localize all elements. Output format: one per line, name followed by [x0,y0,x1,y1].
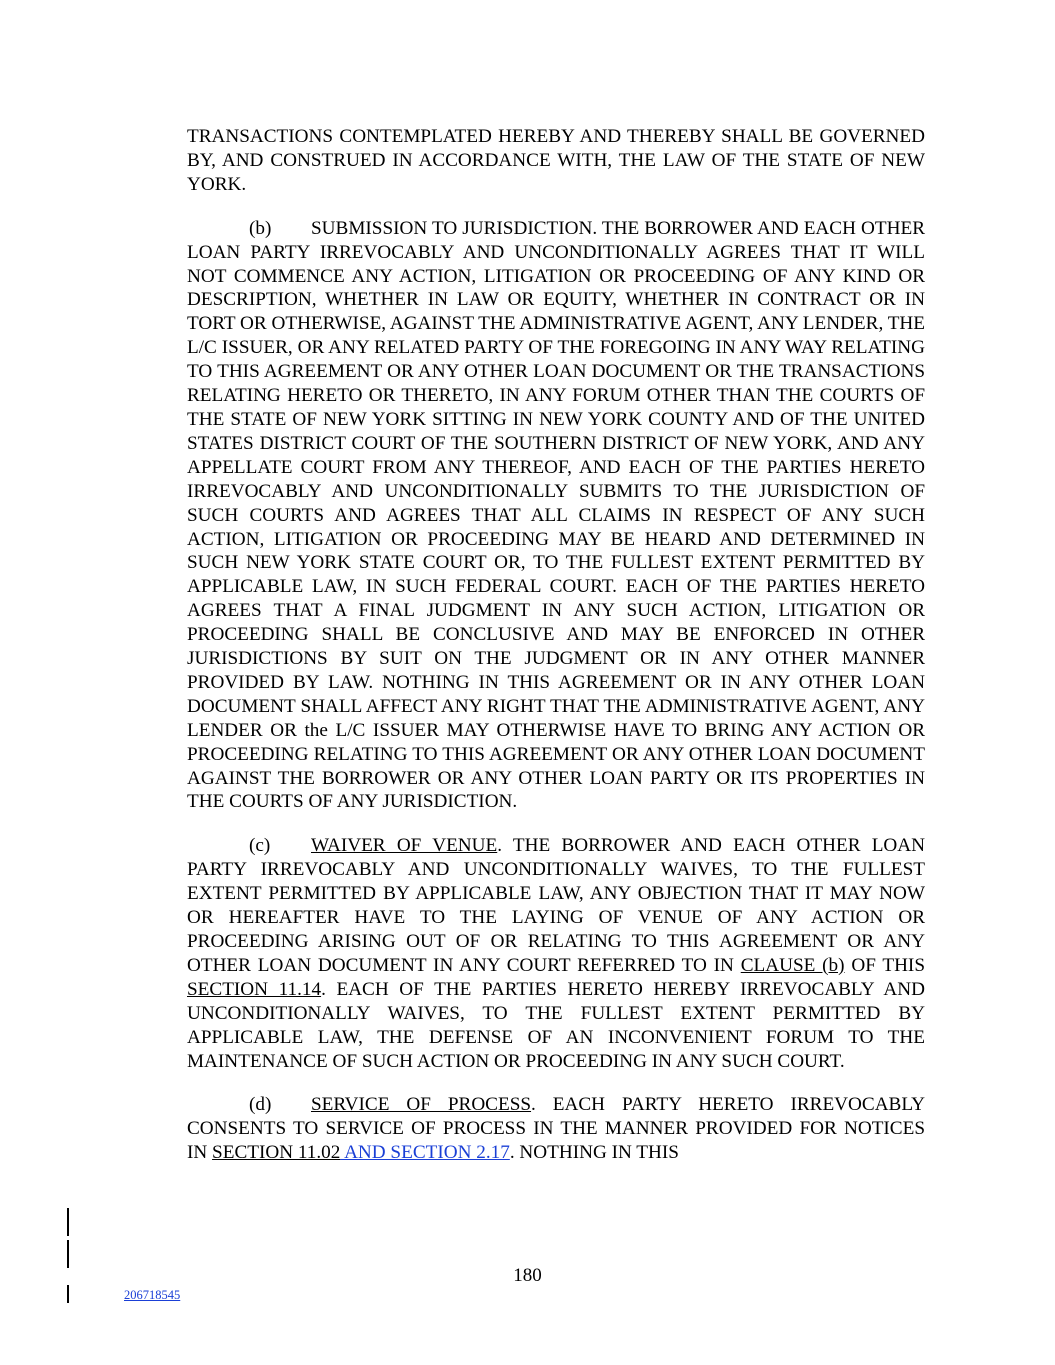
paragraph-c [187,834,925,1073]
document-body [187,125,925,1165]
paragraph-d [187,1093,925,1165]
section-2-17-link[interactable]: AND SECTION 2.17 [340,1142,510,1164]
revision-bar [67,1240,69,1268]
clause-c-text-1: . THE BORROWER AND EACH OTHER LOAN PARTY IRREVOCABLY AND UNCONDITIONALLY WAIVES, TO THE FULLEST EXTENT PERMITTED BY APPLICABLE LAW, ANY OBJECTION THAT IT MAY NOW OR HEREAFTER HAVE TO THE LAYING OF VENUE OF ANY ACTION OR PROCEEDING ARISING OUT OF OR RELATING TO THIS AGREEMENT OR ANY OTHER LOAN DOCUMENT IN ANY COURT REFERRED TO IN [187,835,926,976]
document-id-link[interactable]: 206718545 [124,1288,181,1302]
clause-c-heading: WAIVER OF VENUE [311,835,498,857]
clause-d-text-1: . EACH PARTY HERETO IRREVOCABLY CONSENTS TO SERVICE OF PROCESS IN THE MANNER PROVIDED FOR NOTICES IN [187,1094,926,1164]
section-11-14-reference[interactable]: SECTION 11.14 [187,978,322,1000]
clause-d-text-2: . NOTHING IN THIS [509,1142,679,1164]
paragraph-intro: TRANSACTIONS CONTEMPLATED HEREBY AND THEREBY SHALL BE GOVERNED BY, AND CONSTRUED IN ACCORDANCE WITH, THE LAW OF THE STATE OF NEW YORK. [187,126,925,195]
paragraph-b [187,217,925,815]
revision-bar [67,1285,69,1303]
clause-label-c: (c) [249,835,271,857]
page-number: 180 [513,1265,542,1286]
clause-b-reference[interactable]: CLAUSE (b) [740,954,845,976]
clause-c-text-2: OF THIS [844,954,925,976]
section-11-02-reference[interactable]: SECTION 11.02 [212,1142,341,1164]
clause-label-b: (b) [249,217,272,239]
clause-c-text-3: . EACH OF THE PARTIES HERETO HEREBY IRREVOCABLY AND UNCONDITIONALLY WAIVES, TO THE FULLEST EXTENT PERMITTED BY APPLICABLE LAW, THE DEFENSE OF AN INCONVENIENT FORUM TO THE MAINTENANCE OF SUCH ACTION OR PROCEEDING IN ANY SUCH COURT. [187,978,925,1072]
clause-d-heading: SERVICE OF PROCESS [311,1094,532,1116]
clause-b-text: SUBMISSION TO JURISDICTION. THE BORROWER AND EACH OTHER LOAN PARTY IRREVOCABLY AND UNCONDITIONALLY AGREES THAT IT WILL NOT COMMENCE ANY ACTION, LITIGATION OR PROCEEDING OF ANY KIND OR DESCRIPTION, WHETHER IN LAW OR EQUITY, WHETHER IN CONTRACT OR IN TORT OR OTHERWISE, AGAINST THE ADMINISTRATIVE AGENT, ANY LENDER, THE L/C ISSUER, OR ANY RELATED PARTY OF THE FOREGOING IN ANY WAY RELATING TO THIS AGREEMENT OR ANY OTHER LOAN DOCUMENT OR THE TRANSACTIONS RELATING HERETO OR THERETO, IN ANY FORUM OTHER THAN THE COURTS OF THE STATE OF NEW YORK SITTING IN NEW YORK COUNTY AND OF THE UNITED STATES DISTRICT COURT OF THE SOUTHERN DISTRICT OF NEW YORK, AND ANY APPELLATE COURT FROM ANY THEREOF, AND EACH OF THE PARTIES HERETO IRREVOCABLY AND UNCONDITIONALLY SUBMITS TO THE JURISDICTION OF SUCH COURTS AND AGREES THAT ALL CLAIMS IN RESPECT OF ANY SUCH ACTION, LITIGATION OR PROCEEDING MAY BE HEARD AND DETERMINED IN SUCH NEW YORK STATE COURT OR, TO THE FULLEST EXTENT PERMITTED BY APPLICABLE LAW, IN SUCH FEDERAL COURT. EACH OF THE PARTIES HERETO AGREES THAT A FINAL JUDGMENT IN ANY SUCH ACTION, LITIGATION OR PROCEEDING SHALL BE CONCLUSIVE AND MAY BE ENFORCED IN OTHER JURISDICTIONS BY SUIT ON THE JUDGMENT OR IN ANY OTHER MANNER PROVIDED BY LAW. NOTHING IN THIS AGREEMENT OR IN ANY OTHER LOAN DOCUMENT SHALL AFFECT ANY RIGHT THAT THE ADMINISTRATIVE AGENT, ANY LENDER OR the L/C ISSUER MAY OTHERWISE HAVE TO BRING ANY ACTION OR PROCEEDING RELATING TO THIS AGREEMENT OR ANY OTHER LOAN DOCUMENT AGAINST THE BORROWER OR ANY OTHER LOAN PARTY OR ITS PROPERTIES IN THE COURTS OF ANY JURISDICTION. [187,217,925,813]
clause-label-d: (d) [249,1094,272,1116]
revision-bar [67,1208,69,1236]
